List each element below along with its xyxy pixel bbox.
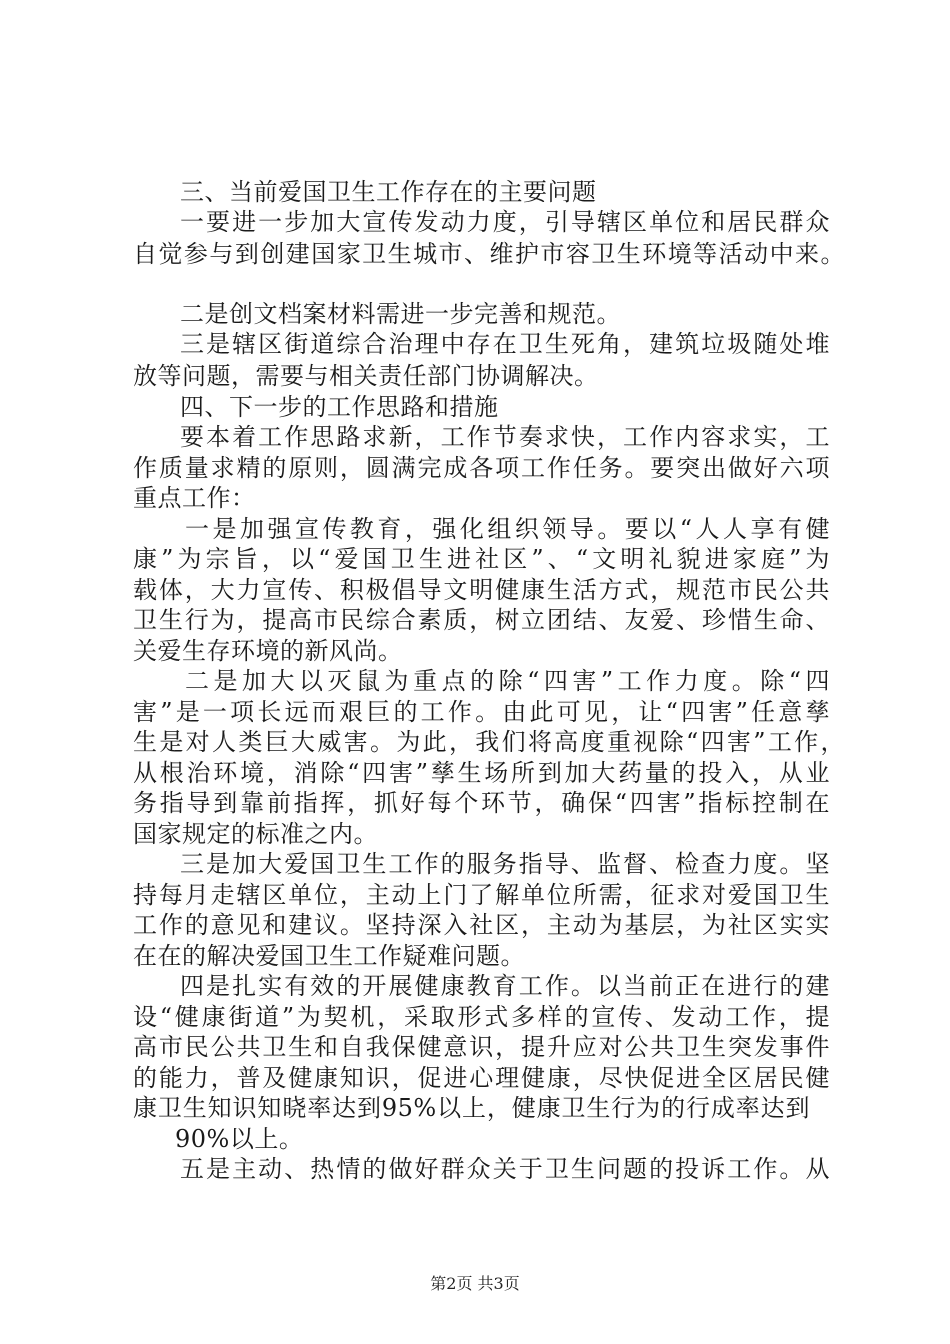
body-line: 从根治环境，消除“四害”孳生场所到加大药量的投入，从业 xyxy=(133,759,830,787)
body-line: 一是加强宣传教育，强化组织领导。要以“人人享有健 xyxy=(185,515,830,543)
body-line: 的能力，普及健康知识，促进心理健康，尽快促进全区居民健 xyxy=(133,1064,830,1092)
body-line: 二是加大以灭鼠为重点的除“四害”工作力度。除“四 xyxy=(185,667,830,695)
body-line: 五是主动、热情的做好群众关于卫生问题的投诉工作。从 xyxy=(180,1155,830,1183)
body-line: 一要进一步加大宣传发动力度，引导辖区单位和居民群众 xyxy=(180,208,830,236)
body-line: 卫生行为，提高市民综合素质，树立团结、友爱、珍惜生命、 xyxy=(133,606,830,634)
body-line: 高市民公共卫生和自我保健意识，提升应对公共卫生突发事件 xyxy=(133,1033,830,1061)
body-line: 四是扎实有效的开展健康教育工作。以当前正在进行的建 xyxy=(180,972,830,1000)
body-line: 三是加大爱国卫生工作的服务指导、监督、检查力度。坚 xyxy=(180,850,830,878)
body-line: 关爱生存环境的新风尚。 xyxy=(133,637,403,665)
body-line: 重点工作： xyxy=(133,484,256,512)
body-line: 放等问题，需要与相关责任部门协调解决。 xyxy=(133,362,599,390)
body-line: 三是辖区街道综合治理中存在卫生死角，建筑垃圾随处堆 xyxy=(180,330,830,358)
body-line: 生是对人类巨大威害。为此，我们将高度重视除“四害”工作， xyxy=(133,728,845,756)
body-line: 作质量求精的原则，圆满完成各项工作任务。要突出做好六项 xyxy=(133,454,830,482)
body-line: 国家规定的标准之内。 xyxy=(133,820,378,848)
body-line: 二是创文档案材料需进一步完善和规范。 xyxy=(180,300,621,328)
body-line: 90%以上。 xyxy=(175,1125,304,1153)
body-line: 设“健康街道”为契机，采取形式多样的宣传、发动工作，提 xyxy=(133,1003,830,1031)
body-line: 康卫生知识知晓率达到95%以上，健康卫生行为的行成率达到 xyxy=(133,1094,810,1122)
body-line: 害”是一项长远而艰巨的工作。由此可见，让“四害”任意孳 xyxy=(133,698,830,726)
body-line: 工作的意见和建议。坚持深入社区，主动为基层，为社区实实 xyxy=(133,911,830,939)
body-line: 要本着工作思路求新，工作节奏求快，工作内容求实，工 xyxy=(180,423,830,451)
page-number-footer: 第2页 共3页 xyxy=(430,1274,520,1293)
body-line: 务指导到靠前指挥，抓好每个环节，确保“四害”指标控制在 xyxy=(133,789,830,817)
body-line: 持每月走辖区单位，主动上门了解单位所需，征求对爱国卫生 xyxy=(133,881,830,909)
section-heading: 四、下一步的工作思路和措施 xyxy=(180,393,499,421)
section-heading: 三、当前爱国卫生工作存在的主要问题 xyxy=(180,178,597,206)
body-line: 载体，大力宣传、积极倡导文明健康生活方式，规范市民公共 xyxy=(133,576,830,604)
body-line: 康”为宗旨，以“爱国卫生进社区”、“文明礼貌进家庭”为 xyxy=(133,545,830,573)
body-line: 在在的解决爱国卫生工作疑难问题。 xyxy=(133,942,525,970)
body-line: 自觉参与到创建国家卫生城市、维护市容卫生环境等活动中来。 xyxy=(133,240,845,268)
